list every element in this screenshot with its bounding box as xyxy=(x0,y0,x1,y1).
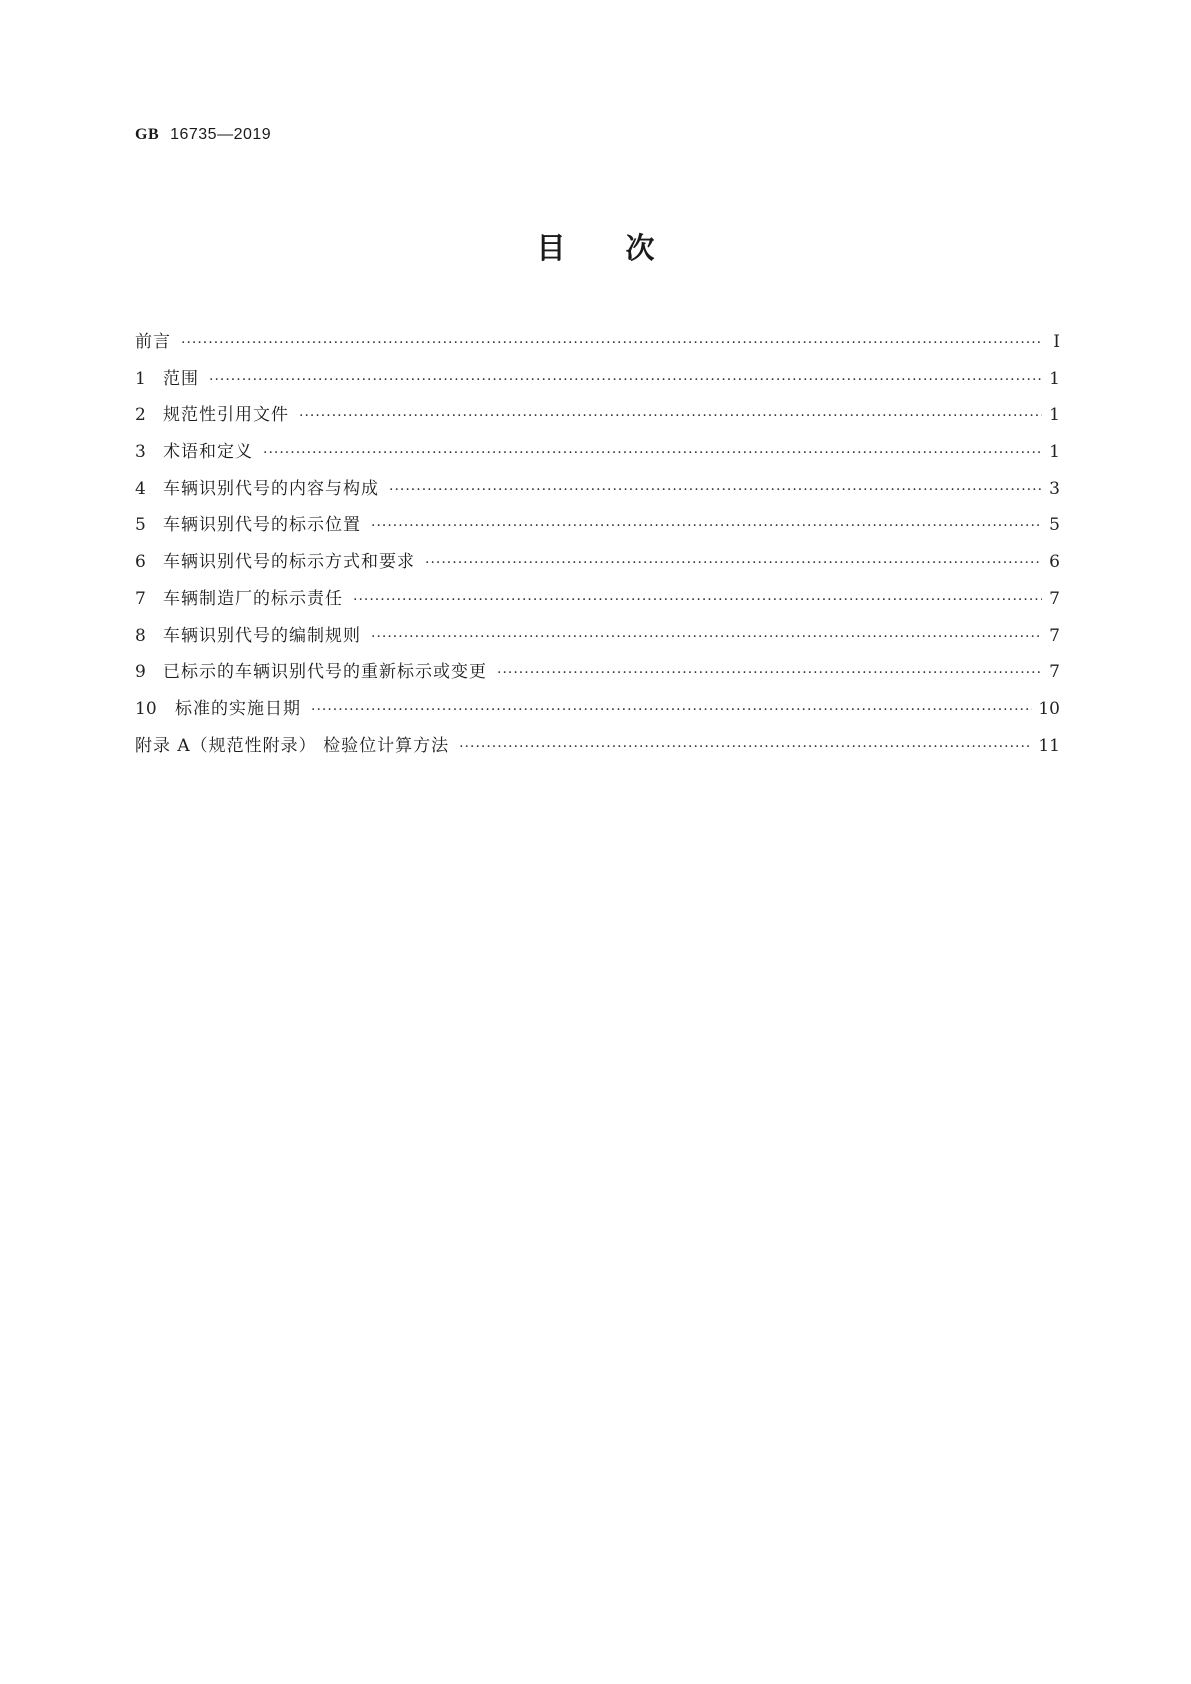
dot-leader xyxy=(353,592,1042,608)
toc-entry-number: 2 xyxy=(135,405,146,426)
toc-entry-label: 车辆识别代号的标示方式和要求 xyxy=(163,552,415,573)
toc-entry-number: 5 xyxy=(135,515,146,536)
toc-entry-number: 1 xyxy=(135,368,146,389)
toc-entry-label: 标准的实施日期 xyxy=(175,698,301,719)
toc-entry-label: 范围 xyxy=(163,368,199,389)
toc-entry-7[interactable] xyxy=(135,584,1060,621)
table-of-contents xyxy=(135,327,1060,767)
dot-leader xyxy=(299,408,1042,424)
toc-entry-label: 车辆识别代号的标示位置 xyxy=(163,515,361,536)
toc-entry-appendix-a[interactable] xyxy=(135,731,1060,768)
dot-leader xyxy=(209,372,1042,388)
page-title: 目次 xyxy=(536,231,715,265)
toc-entry-label: 已标示的车辆识别代号的重新标示或变更 xyxy=(163,662,487,683)
toc-entry-4[interactable] xyxy=(135,474,1060,511)
toc-entry-foreword[interactable] xyxy=(135,327,1060,364)
toc-entry-label: 术语和定义 xyxy=(163,442,253,463)
toc-entry-10[interactable] xyxy=(135,694,1060,731)
toc-page-number: 11 xyxy=(1038,735,1060,756)
toc-entry-label: 规范性引用文件 xyxy=(163,405,289,426)
dot-leader xyxy=(263,445,1042,461)
toc-page-number: 7 xyxy=(1049,662,1060,683)
toc-entry-number: 7 xyxy=(135,588,146,609)
dot-leader xyxy=(371,629,1042,645)
toc-entry-number: 3 xyxy=(135,442,146,463)
dot-leader xyxy=(459,739,1032,755)
toc-page-number: 7 xyxy=(1049,625,1060,646)
toc-page-number: 1 xyxy=(1049,368,1060,389)
toc-entry-6[interactable] xyxy=(135,547,1060,584)
toc-page-number: 7 xyxy=(1049,588,1060,609)
standard-number: 16735—2019 xyxy=(170,126,272,143)
toc-page-number: 6 xyxy=(1049,552,1060,573)
toc-entry-number: 8 xyxy=(135,625,146,646)
toc-entry-label: 车辆识别代号的内容与构成 xyxy=(163,478,379,499)
standard-prefix: GB xyxy=(135,126,160,143)
toc-entry-label: 车辆制造厂的标示责任 xyxy=(163,588,343,609)
toc-entry-8[interactable] xyxy=(135,621,1060,658)
dot-leader xyxy=(425,555,1042,571)
toc-entry-1[interactable] xyxy=(135,364,1060,401)
toc-entry-2[interactable] xyxy=(135,400,1060,437)
toc-page-number: 1 xyxy=(1049,442,1060,463)
toc-entry-label: 车辆识别代号的编制规则 xyxy=(163,625,361,646)
dot-leader xyxy=(181,335,1042,351)
dot-leader xyxy=(371,518,1042,534)
toc-entry-9[interactable] xyxy=(135,657,1060,694)
toc-entry-number: 6 xyxy=(135,552,146,573)
toc-entry-3[interactable] xyxy=(135,437,1060,474)
toc-entry-label: 前言 xyxy=(135,332,171,352)
toc-page-number: 10 xyxy=(1038,698,1060,719)
toc-entry-number: 10 xyxy=(135,698,157,719)
toc-entry-label: 附录 A（规范性附录） 检验位计算方法 xyxy=(135,735,450,756)
dot-leader xyxy=(311,702,1032,718)
toc-entry-number: 4 xyxy=(135,478,146,499)
toc-entry-number: 9 xyxy=(135,662,146,683)
dot-leader xyxy=(389,482,1042,498)
document-header xyxy=(135,126,271,144)
toc-page-number: 1 xyxy=(1049,405,1060,426)
toc-page-number: 3 xyxy=(1049,478,1060,499)
dot-leader xyxy=(497,665,1042,681)
toc-page-number: 5 xyxy=(1049,515,1060,536)
toc-page-number: Ⅰ xyxy=(1053,332,1060,352)
toc-entry-5[interactable] xyxy=(135,510,1060,547)
